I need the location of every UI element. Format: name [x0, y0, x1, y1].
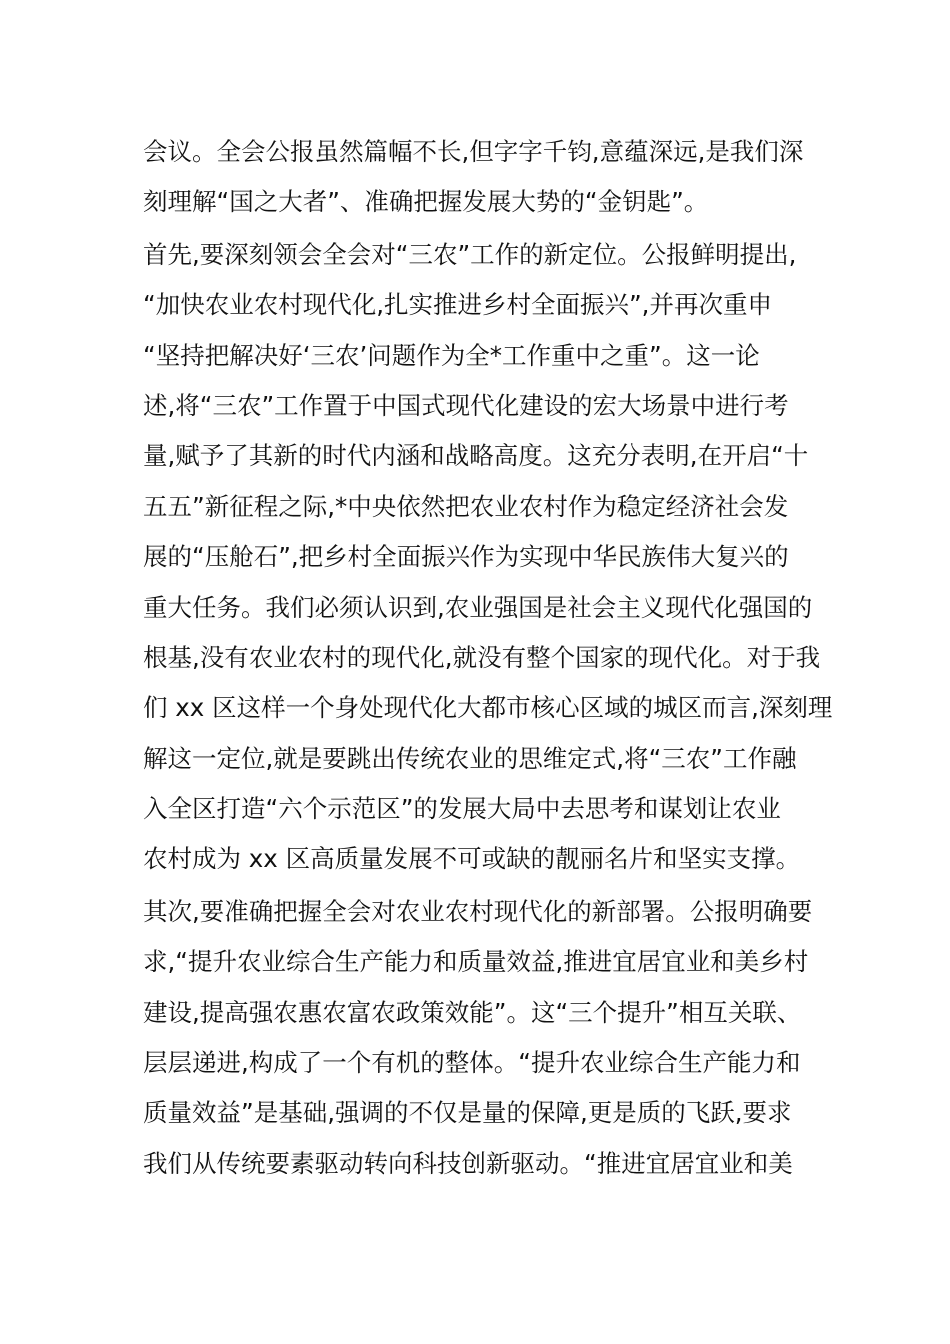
- text-line: 我们从传统要素驱动转向科技创新驱动。“推进宜居宜业和美: [143, 1148, 793, 1178]
- paragraph-2: [143, 230, 833, 885]
- text-line: 重大任务。我们必须认识到,农业强国是社会主义现代化强国的: [143, 592, 813, 622]
- text-line: “加快农业农村现代化,扎实推进乡村全面振兴”,并再次重申: [143, 290, 772, 320]
- text-line: 们 xx 区这样一个身处现代化大都市核心区域的城区而言,深刻理: [143, 693, 833, 723]
- text-line: “坚持把解决好‘三农’问题作为全*工作重中之重”。这一论: [143, 340, 760, 370]
- paragraph-1: [143, 127, 813, 228]
- text-line: 述,将“三农”工作置于中国式现代化建设的宏大场景中进行考: [143, 390, 789, 420]
- text-line: 层层递进,构成了一个有机的整体。“提升农业综合生产能力和: [143, 1048, 801, 1078]
- text-line: 建设,提高强农惠农富农政策效能”。这“三个提升”相互关联、: [143, 997, 802, 1027]
- text-line: 五五”新征程之际,*中央依然把农业农村作为稳定经济社会发: [143, 491, 789, 521]
- text-line: 求,“提升农业综合生产能力和质量效益,推进宜居宜业和美乡村: [143, 947, 809, 977]
- text-line: 刻理解“国之大者”、准确把握发展大势的“金钥匙”。: [143, 187, 709, 217]
- paragraph-3: [143, 887, 813, 1189]
- text-line: 入全区打造“六个示范区”的发展大局中去思考和谋划让农业: [143, 794, 781, 824]
- text-line: 根基,没有农业农村的现代化,就没有整个国家的现代化。对于我: [143, 642, 821, 672]
- text-line: 质量效益”是基础,强调的不仅是量的保障,更是质的飞跃,要求: [143, 1098, 792, 1128]
- document-body: [143, 127, 833, 1189]
- text-line: 展的“压舱石”,把乡村全面振兴作为实现中华民族伟大复兴的: [143, 542, 789, 572]
- text-line: 量,赋予了其新的时代内涵和战略高度。这充分表明,在开启“十: [143, 441, 809, 471]
- text-line: 解这一定位,就是要跳出传统农业的思维定式,将“三农”工作融: [143, 743, 797, 773]
- text-line: 农村成为 xx 区高质量发展不可或缺的靓丽名片和坚实支撑。: [143, 844, 801, 874]
- text-line: 首先,要深刻领会全会对“三农”工作的新定位。公报鲜明提出,: [143, 239, 797, 269]
- text-line: 会议。全会公报虽然篇幅不长,但字字千钧,意蕴深远,是我们深: [143, 137, 804, 166]
- text-line: 其次,要准确把握全会对农业农村现代化的新部署。公报明确要: [143, 896, 813, 926]
